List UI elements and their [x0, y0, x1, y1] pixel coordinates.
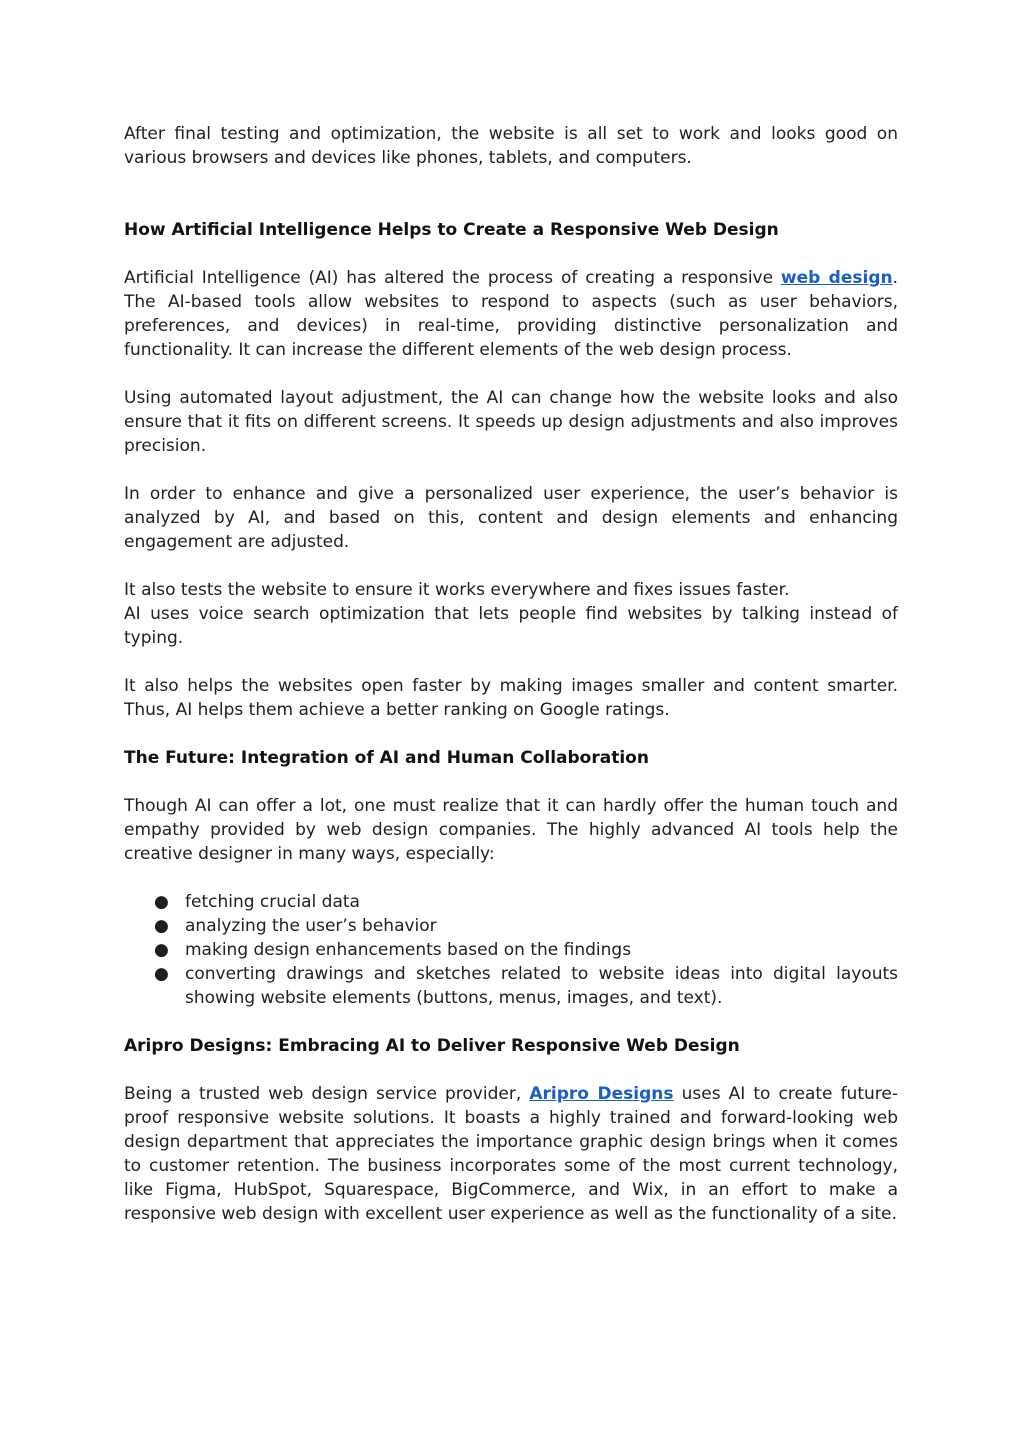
- paragraph-faster-open: It also helps the websites open faster by making images smaller and content smarter. Thus, AI helps them achieve a better ranking on Google ratings.: [124, 676, 898, 720]
- paragraph-text: Artificial Intelligence (AI) has altered the process of creating a responsive: [124, 268, 781, 288]
- spacer: [124, 554, 898, 578]
- paragraph-ai-altered: [124, 266, 898, 362]
- spacer: [124, 722, 898, 746]
- list-item-text: analyzing the user’s behavior: [185, 916, 437, 936]
- list-item: [124, 890, 898, 914]
- bullet-dot-icon: ●: [154, 892, 169, 912]
- intro-paragraph: After final testing and optimization, the website is all set to work and looks good on various browsers and devices like phones, tablets, and computers.: [124, 124, 898, 168]
- paragraph-text: . The AI-based tools allow websites to respond to aspects (such as user behaviors, preferences, and devices) in real-time, providing distinctive personalization and functionality. It can increase the different elements of the web design process.: [124, 268, 898, 360]
- list-item: [124, 938, 898, 962]
- section-heading-aripro: Aripro Designs: Embracing AI to Deliver Responsive Web Design: [124, 1036, 740, 1056]
- paragraph-voice-search: AI uses voice search optimization that lets people find websites by talking instead of typing.: [124, 604, 898, 648]
- spacer: [124, 770, 898, 794]
- list-item: [124, 962, 898, 1010]
- section-heading-ai-responsive: How Artificial Intelligence Helps to Create a Responsive Web Design: [124, 220, 779, 240]
- spacer: [124, 1010, 898, 1034]
- spacer: [124, 170, 898, 218]
- spacer: [124, 650, 898, 674]
- spacer: [124, 458, 898, 482]
- spacer: [124, 362, 898, 386]
- paragraph-human-touch: Though AI can offer a lot, one must realize that it can hardly offer the human touch and empathy provided by web design companies. The highly advanced AI tools help the creative designer in many ways, especially:: [124, 796, 898, 864]
- paragraph-text: Being a trusted web design service provider,: [124, 1084, 530, 1104]
- spacer: [124, 242, 898, 266]
- list-item: [124, 914, 898, 938]
- document-page: [124, 122, 898, 1226]
- paragraph-testing-line: It also tests the website to ensure it works everywhere and fixes issues faster.: [124, 580, 790, 600]
- list-item-text: making design enhancements based on the findings: [185, 940, 632, 960]
- paragraph-user-behavior: In order to enhance and give a personalized user experience, the user’s behavior is analyzed by AI, and based on this, content and design elements and enhancing engagement are adjusted.: [124, 484, 898, 552]
- web-design-link[interactable]: web design: [780, 268, 893, 288]
- spacer: [124, 866, 898, 890]
- paragraph-text: uses AI to create future-proof responsive website solutions. It boasts a highly trained and forward-looking web design department that appreciates the importance graphic design brings when it comes to customer retention. The business incorporates some of the most current technology, like Figma, HubSpot, Squarespace, BigCommerce, and Wix, in an effort to make a responsive web design with excellent user experience as well as the functionality of a site.: [124, 1084, 898, 1224]
- spacer: [124, 1058, 898, 1082]
- bullet-list: [124, 890, 898, 1010]
- paragraph-aripro: [124, 1082, 898, 1226]
- section-heading-future: The Future: Integration of AI and Human Collaboration: [124, 748, 649, 768]
- aripro-designs-link[interactable]: Aripro Designs: [529, 1084, 674, 1104]
- list-item-text: fetching crucial data: [185, 892, 360, 912]
- bullet-dot-icon: ●: [154, 940, 169, 960]
- paragraph-layout-adjustment: Using automated layout adjustment, the AI can change how the website looks and also ensure that it fits on different screens. It speeds up design adjustments and also improves precision.: [124, 388, 898, 456]
- bullet-dot-icon: ●: [154, 916, 169, 936]
- list-item-text: converting drawings and sketches related to website ideas into digital layouts showing website elements (buttons, menus, images, and text).: [185, 964, 898, 1008]
- bullet-dot-icon: ●: [154, 964, 169, 984]
